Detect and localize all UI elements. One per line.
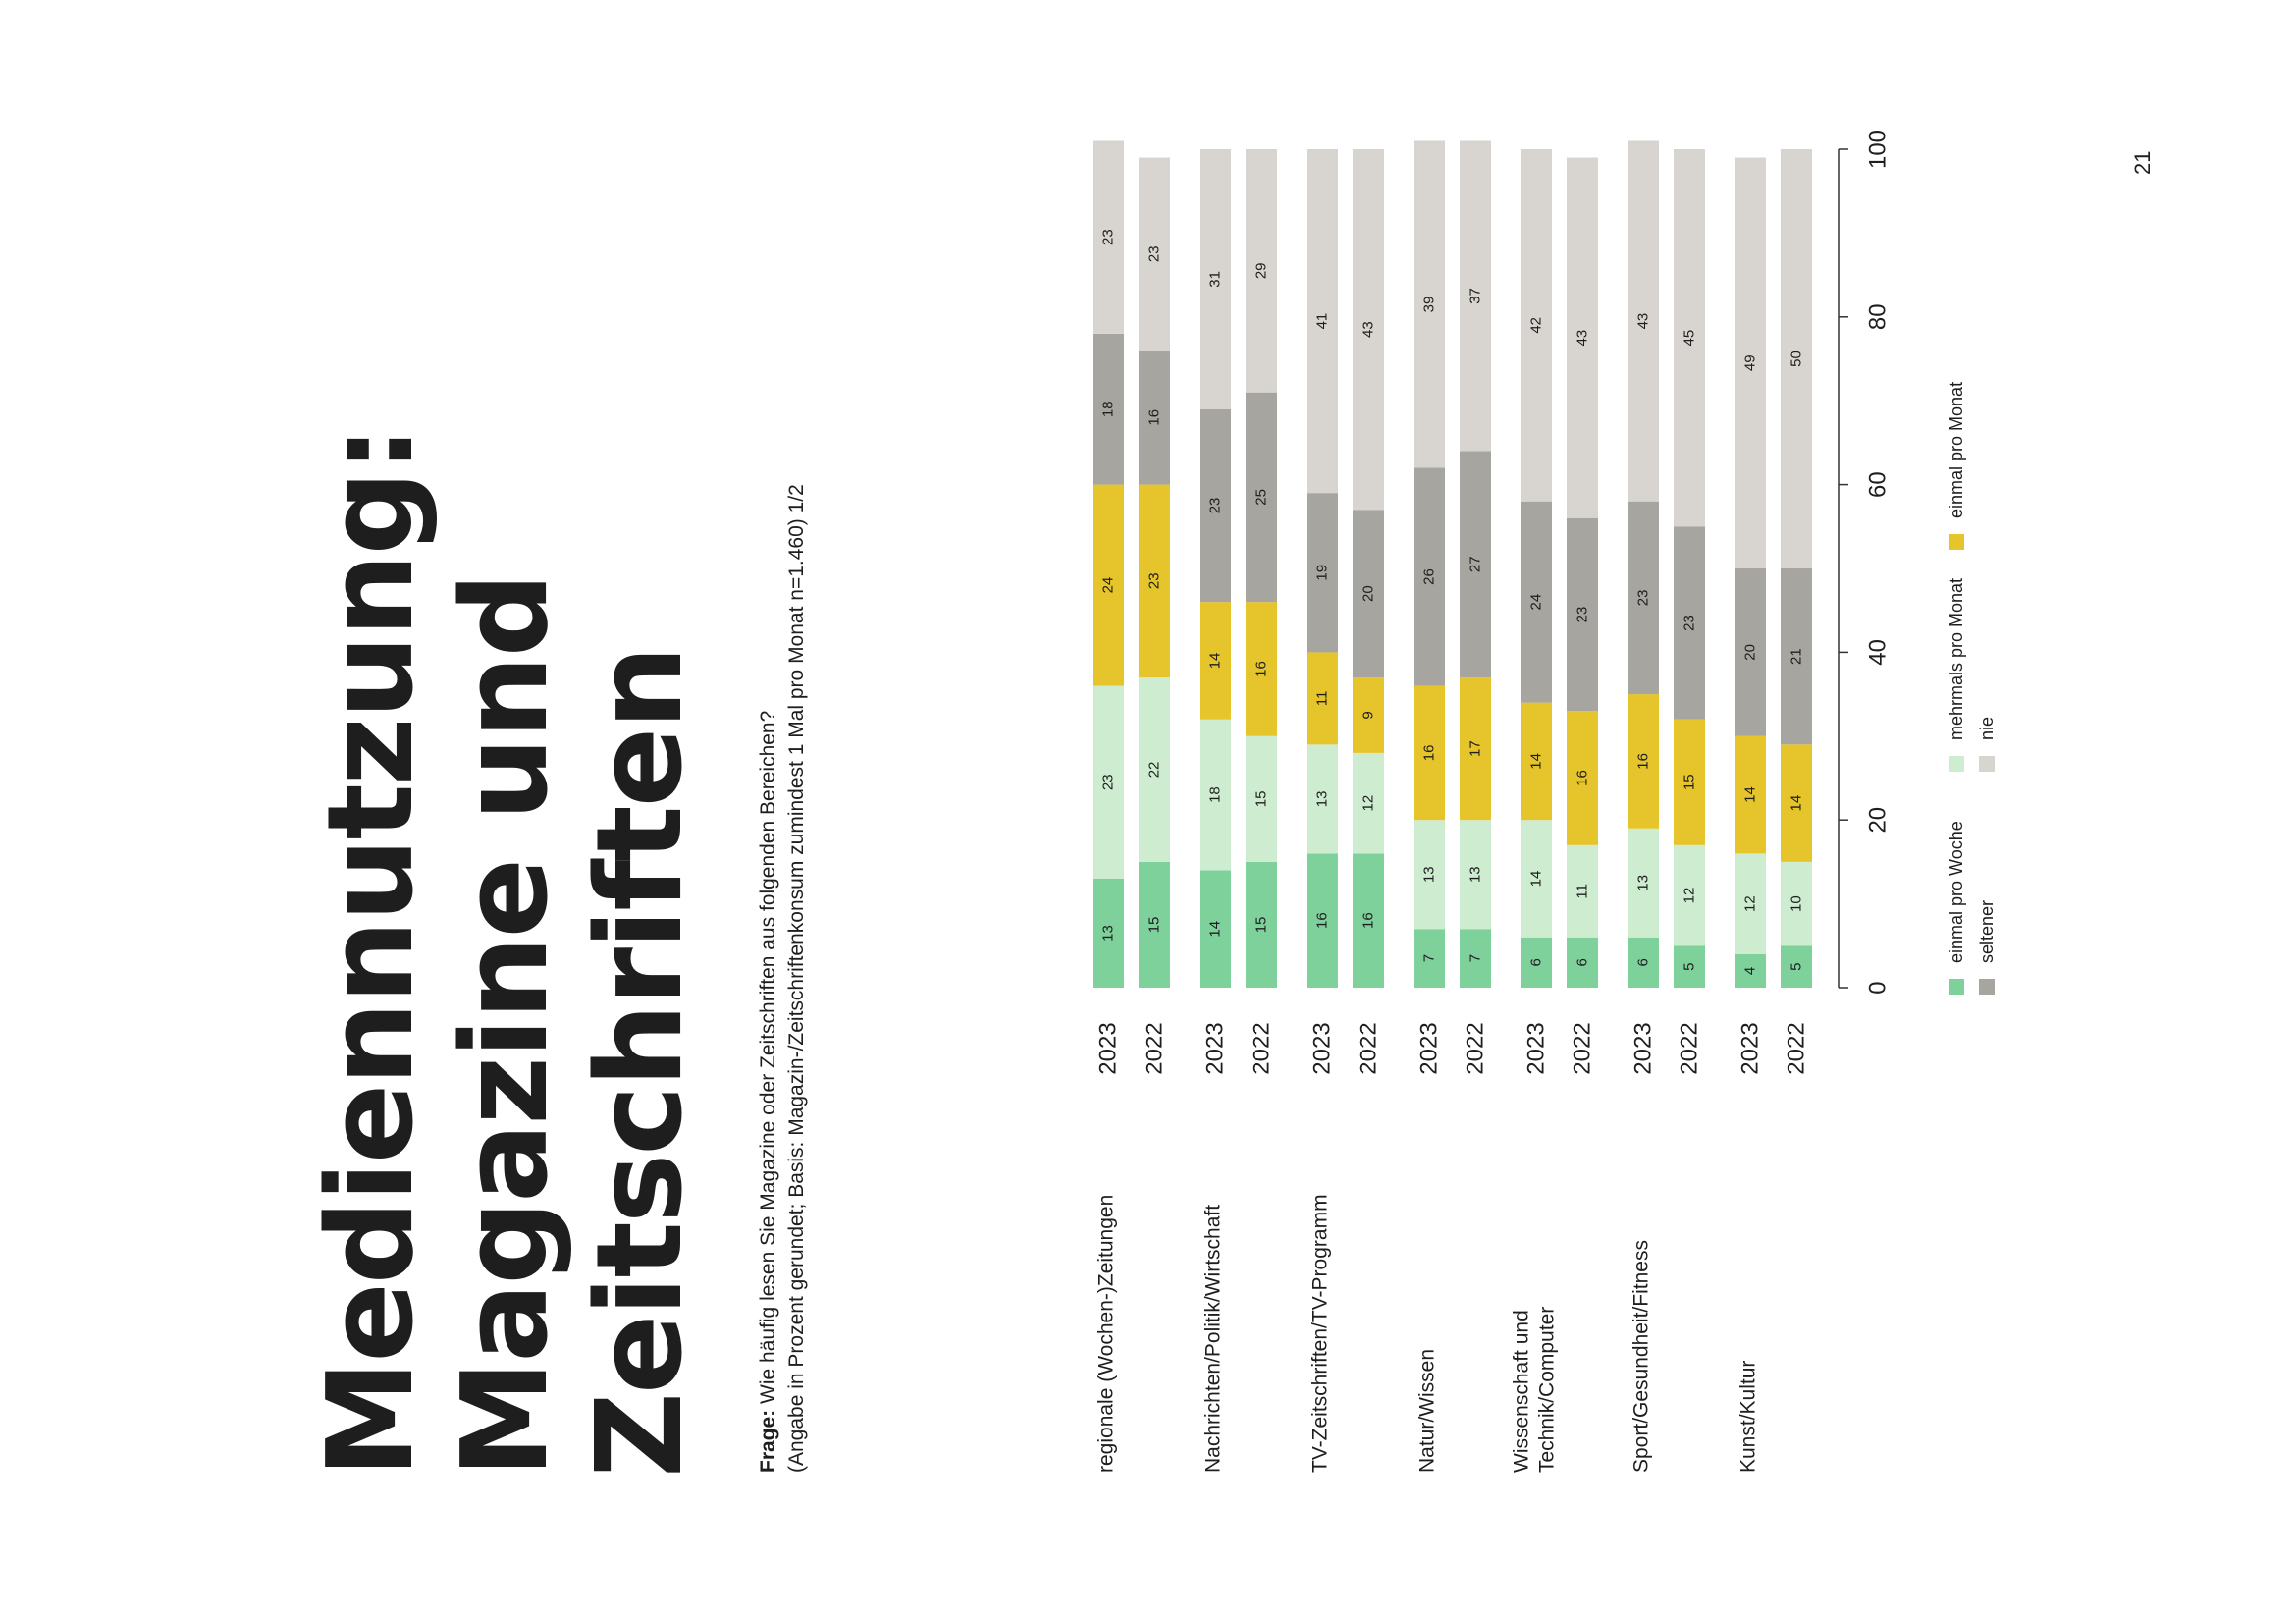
category-label: Wissenschaft und (1510, 1310, 1533, 1473)
data-label: 23 (1634, 589, 1652, 607)
data-label: 43 (1634, 312, 1652, 330)
data-label: 22 (1146, 761, 1163, 779)
question-text: Wie häufig lesen Sie Magazine oder Zeitschriften aus folgenden Bereichen? (757, 710, 779, 1410)
data-label: 23 (1146, 572, 1163, 590)
data-label: 20 (1741, 644, 1759, 661)
year-label: 2023 (1736, 1022, 1764, 1075)
data-label: 43 (1574, 329, 1591, 347)
category-label: Technik/Computer (1535, 1306, 1559, 1473)
data-label: 41 (1313, 312, 1331, 330)
question-label: Frage: (757, 1409, 779, 1473)
data-label: 11 (1313, 690, 1331, 707)
data-label: 29 (1253, 262, 1270, 280)
data-label: 16 (1574, 770, 1591, 786)
data-label: 21 (1788, 648, 1805, 666)
data-label: 49 (1741, 354, 1759, 372)
year-label: 2023 (1201, 1022, 1229, 1075)
data-label: 50 (1788, 351, 1805, 367)
data-label: 23 (1206, 497, 1224, 514)
category-label: Nachrichten/Politik/Wirtschaft (1201, 1204, 1225, 1473)
data-label: 10 (1788, 895, 1805, 912)
data-label: 13 (1313, 790, 1331, 808)
value-axis-tick-label: 60 (1864, 471, 1892, 498)
year-label: 2023 (1415, 1022, 1443, 1075)
data-label: 26 (1420, 568, 1438, 585)
data-label: 7 (1467, 953, 1484, 963)
data-label: 14 (1741, 786, 1759, 803)
data-label: 23 (1681, 615, 1698, 631)
data-label: 12 (1741, 895, 1759, 912)
year-label: 2023 (1308, 1022, 1336, 1075)
legend-swatch (1949, 979, 1964, 995)
year-label: 2022 (1676, 1022, 1703, 1075)
legend-swatch (1979, 756, 1995, 772)
data-label: 16 (1634, 753, 1652, 770)
legend-label: einmal pro Woche (1947, 821, 1966, 963)
data-label: 16 (1253, 661, 1270, 677)
data-label: 4 (1741, 966, 1759, 976)
data-label: 39 (1420, 296, 1438, 313)
data-label: 16 (1360, 912, 1377, 930)
data-label: 13 (1420, 866, 1438, 884)
data-label: 16 (1420, 744, 1438, 762)
value-axis-tick-label: 0 (1864, 981, 1892, 995)
data-label: 42 (1527, 316, 1545, 334)
year-label: 2022 (1141, 1022, 1168, 1075)
legend-label: seltener (1977, 899, 1997, 963)
page-title-line: Mediennutzung: (303, 427, 440, 1478)
data-label: 13 (1634, 874, 1652, 891)
value-axis-tick-label: 20 (1864, 806, 1892, 834)
data-label: 27 (1467, 556, 1484, 573)
data-label: 12 (1681, 887, 1698, 904)
data-label: 45 (1681, 329, 1698, 347)
page-number: 21 (2130, 150, 2155, 175)
data-label: 6 (1634, 958, 1652, 967)
data-label: 5 (1788, 962, 1805, 971)
data-label: 12 (1360, 794, 1377, 812)
data-label: 9 (1360, 711, 1377, 720)
data-label: 18 (1099, 401, 1117, 418)
data-label: 37 (1467, 288, 1484, 304)
data-label: 43 (1360, 321, 1377, 338)
data-label: 23 (1574, 606, 1591, 623)
data-label: 17 (1467, 740, 1484, 757)
legend-label: mehrmals pro Monat (1947, 577, 1966, 740)
category-label: Kunst/Kultur (1736, 1360, 1760, 1473)
data-label: 25 (1253, 489, 1270, 506)
data-label: 15 (1681, 774, 1698, 791)
year-label: 2022 (1355, 1022, 1382, 1075)
data-label: 6 (1527, 958, 1545, 967)
basis-note: (Angabe in Prozent gerundet; Basis: Magazin-/Zeitschriftenkonsum zumindest 1 Mal pro Monat n=1.460) 1/2 (785, 484, 808, 1473)
data-label: 24 (1099, 576, 1117, 594)
year-label: 2023 (1629, 1022, 1657, 1075)
page-title-line: Zeitschriften (572, 647, 709, 1478)
year-label: 2022 (1462, 1022, 1489, 1075)
data-label: 15 (1253, 916, 1270, 934)
data-label: 20 (1360, 585, 1377, 602)
data-label: 14 (1206, 920, 1224, 938)
data-label: 18 (1206, 786, 1224, 803)
value-axis-tick-label: 40 (1864, 639, 1892, 666)
data-label: 23 (1099, 774, 1117, 791)
year-label: 2022 (1569, 1022, 1596, 1075)
data-label: 11 (1574, 884, 1591, 899)
page-title-line: Magazine und (438, 574, 574, 1478)
legend-label: einmal pro Monat (1947, 381, 1966, 518)
data-label: 23 (1099, 229, 1117, 246)
data-label: 5 (1681, 962, 1698, 971)
data-label: 14 (1788, 794, 1805, 812)
category-label: Natur/Wissen (1415, 1348, 1439, 1473)
data-label: 16 (1313, 912, 1331, 930)
legend-label: nie (1977, 716, 1997, 740)
data-label: 14 (1527, 870, 1545, 888)
data-label: 23 (1146, 245, 1163, 263)
value-axis-tick-label: 100 (1864, 129, 1892, 170)
year-label: 2022 (1783, 1022, 1810, 1075)
data-label: 7 (1420, 953, 1438, 963)
data-label: 24 (1527, 593, 1545, 611)
data-label: 13 (1099, 925, 1117, 942)
data-label: 31 (1206, 271, 1224, 288)
legend-swatch (1949, 756, 1964, 772)
data-label: 14 (1206, 652, 1224, 670)
data-label: 16 (1146, 408, 1163, 426)
year-label: 2023 (1095, 1022, 1122, 1075)
category-label: TV-Zeitschriften/TV-Programm (1308, 1194, 1332, 1473)
data-label: 19 (1313, 564, 1331, 581)
legend-swatch (1979, 979, 1995, 995)
category-label: Sport/Gesundheit/Fitness (1629, 1240, 1653, 1473)
data-label: 15 (1146, 916, 1163, 934)
legend-swatch (1949, 534, 1964, 550)
year-label: 2022 (1248, 1022, 1275, 1075)
year-label: 2023 (1522, 1022, 1550, 1075)
data-label: 13 (1467, 866, 1484, 884)
data-label: 6 (1574, 958, 1591, 967)
value-axis-tick-label: 80 (1864, 303, 1892, 331)
data-label: 15 (1253, 790, 1270, 808)
data-label: 14 (1527, 753, 1545, 770)
category-label: regionale (Wochen-)Zeitungen (1095, 1194, 1118, 1473)
